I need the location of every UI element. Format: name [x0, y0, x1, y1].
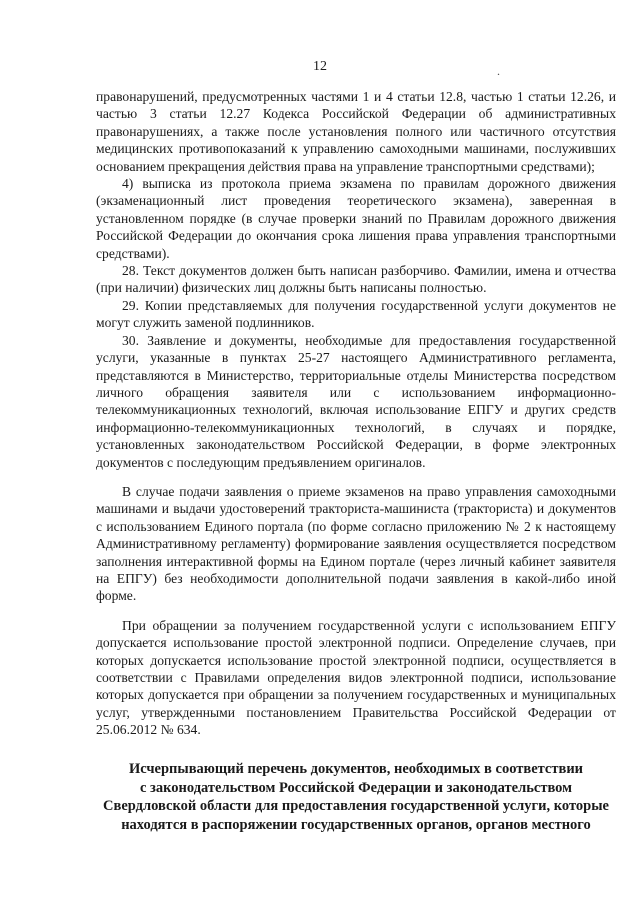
- paragraph-28: 28. Текст документов должен быть написан разборчиво. Фамилии, имена и отчества (при наличии) физических лиц должны быть написаны полностью.: [96, 263, 616, 296]
- paragraph-electronic-signature: При обращении за получением государственной услуги с использованием ЕПГУ допускается использование простой электронной подписи. Определение случаев, при которых допускается использование простой электронной подписи, осуществляется в соответствии с Правилами определения видов электронной подписи, использование которых допускается при обращении за получением государственных и муниципальных услуг, утвержденными постановлением Правительства Российской Федерации от 25.06.2012 № 634.: [96, 617, 616, 738]
- section-heading-line: находятся в распоряжении государственных органов, органов местного: [121, 816, 591, 833]
- section-heading-line: с законодательством Российской Федерации и законодательством: [139, 779, 573, 796]
- stray-mark: .: [497, 64, 500, 78]
- section-heading-line: Исчерпывающий перечень документов, необходимых в соответствии: [128, 761, 584, 777]
- paragraph-30: 30. Заявление и документы, необходимые для предоставления государственной услуги, указанные в пунктах 25-27 настоящего Административного регламента, представляются в Министерство, территориальные отделы Министерства посредством личного обращения заявителя или с использованием информационно-телекоммуникационных технологий, включая использование ЕПГУ и других средств информационно-телекоммуникационных технологий, в случаях и порядке, установленных законодательством Российской Федерации, в форме электронных документов с последующим предъявлением оригиналов.: [96, 332, 616, 470]
- paragraph-29: 29. Копии представляемых для получения государственной услуги документов не могут служить заменой подлинников.: [96, 297, 616, 331]
- page-number: 12: [313, 59, 327, 74]
- paragraph-item-4: 4) выписка из протокола приема экзамена по правилам дорожного движения (экзаменационный лист проведения теоретического экзамена), заверенная в установленном порядке (в случае проверки знаний по Правилам дорожного движения Российской Федерации до окончания срока лишения права управления транспортными средствами).: [96, 176, 616, 261]
- section-heading-line: Свердловской области для предоставления государственной услуги, которые: [103, 798, 609, 814]
- document-body: [96, 88, 616, 739]
- paragraph-continuation: правонарушений, предусмотренных частями 1 и 4 статьи 12.8, частью 1 статьи 12.26, и частью 3 статьи 12.27 Кодекса Российской Федерации об административных правонарушениях, а также после установления полного или частичного отсутствия медицинских противопоказаний к управлению самоходными машинами, послуживших основанием прекращения действия права на управление транспортными средствами);: [96, 89, 616, 174]
- section-heading: [96, 760, 616, 834]
- paragraph-portal-application: В случае подачи заявления о приеме экзаменов на право управления самоходными машинами и выдачи удостоверений тракториста-машиниста (тракториста) и документов с использованием Единого портала (по форме согласно приложению № 2 к настоящему Административному регламенту) формирование заявления осуществляется посредством заполнения интерактивной формы на Едином портале (через личный кабинет заявителя на ЕПГУ) без необходимости дополнительной подачи заявления в какой-либо иной форме.: [96, 483, 616, 604]
